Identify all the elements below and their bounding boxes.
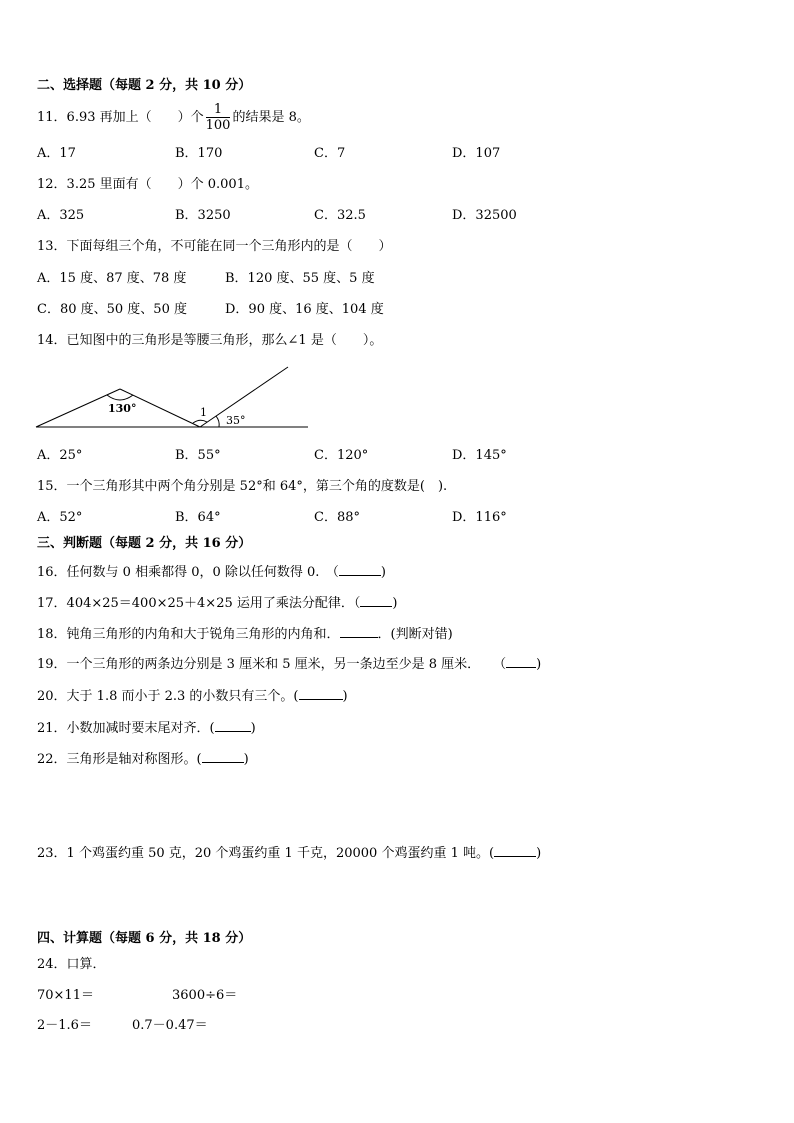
question-23: 23．1 个鸡蛋约重 50 克，20 个鸡蛋约重 1 千克，20000 个鸡蛋约重 1 吨。( ) [37,846,542,861]
question-11-prefix: 11．6.93 再加上（ ）个 [37,110,204,125]
answer-blank-19[interactable] [506,655,536,668]
q11-option-d[interactable]: D．107 [452,146,501,161]
question-11-suffix: 的结果是 8。 [232,110,310,125]
angle-35-arc [216,416,219,427]
answer-blank-23[interactable] [494,844,536,857]
q11-option-c[interactable]: C．7 [314,146,346,161]
q14-option-d[interactable]: D．145° [452,448,507,463]
fraction-1-100: $\frac{1}{100}$ [205,102,231,133]
q13-option-b[interactable]: B．120 度、55 度、5 度 [225,271,375,286]
answer-blank-18[interactable] [340,625,378,638]
q14-option-a[interactable]: A．25° [37,448,83,463]
q15-option-d[interactable]: D．116° [452,510,507,525]
calc-2[interactable]: 3600÷6＝ [172,988,238,1003]
section-3-heading: 三、判断题（每题 2 分，共 16 分） [37,536,252,551]
apex-angle-label: 130° [108,402,137,415]
question-19: 19．一个三角形的两条边分别是 3 厘米和 5 厘米，另一条边至少是 8 厘米． （ ) [37,657,542,672]
answer-blank-17[interactable] [360,594,392,607]
q12-option-b[interactable]: B．3250 [175,208,231,223]
angle-1-arc [193,420,207,423]
q13-option-c[interactable]: C．80 度、50 度、50 度 [37,302,187,317]
q13-option-a[interactable]: A．15 度、87 度、78 度 [37,271,187,286]
q15-option-c[interactable]: C．88° [314,510,360,525]
answer-blank-20[interactable] [299,687,343,700]
question-13: 13．下面每组三个角，不可能在同一个三角形内的是（ ） [37,239,392,254]
q13-option-d[interactable]: D．90 度、16 度、104 度 [225,302,384,317]
q14-option-c[interactable]: C．120° [314,448,369,463]
q15-option-b[interactable]: B．64° [175,510,221,525]
q11-option-a[interactable]: A．17 [37,146,76,161]
question-24: 24．口算． [37,957,106,972]
triangle-figure [30,360,320,435]
angle-1-label: 1 [200,406,207,419]
apex-angle-arc [107,395,133,400]
q12-option-c[interactable]: C．32.5 [314,208,366,223]
question-18: 18．钝角三角形的内角和大于锐角三角形的内角和． ．(判断对错) [37,627,453,642]
question-21: 21．小数加减时要末尾对齐．( ) [37,721,256,736]
question-14: 14．已知图中的三角形是等腰三角形，那么∠1 是（ ）。 [37,333,383,348]
answer-blank-16[interactable] [339,563,381,576]
question-15: 15．一个三角形其中两个角分别是 52°和 64°，第三个角的度数是( ). [37,479,448,494]
question-11 [37,101,310,135]
answer-blank-22[interactable] [202,750,244,763]
question-16: 16．任何数与 0 相乘都得 0，0 除以任何数得 0. （ ) [37,565,386,580]
calc-3[interactable]: 2－1.6＝ [37,1018,92,1033]
calc-4[interactable]: 0.7－0.47＝ [132,1018,208,1033]
answer-blank-21[interactable] [215,719,251,732]
section-2-heading: 二、选择题（每题 2 分，共 10 分） [37,78,252,93]
question-17: 17．404×25＝400×25＋4×25 运用了乘法分配律．（ ) [37,596,398,611]
question-20: 20．大于 1.8 而小于 2.3 的小数只有三个。( ) [37,689,348,704]
q12-option-d[interactable]: D．32500 [452,208,517,223]
calc-1[interactable]: 70×11＝ [37,988,94,1003]
q15-option-a[interactable]: A．52° [37,510,83,525]
q14-option-b[interactable]: B．55° [175,448,221,463]
question-22: 22．三角形是轴对称图形。( ) [37,752,249,767]
q11-option-b[interactable]: B．170 [175,146,223,161]
question-12: 12．3.25 里面有（ ）个 0.001。 [37,177,258,192]
angle-35-label: 35° [226,414,246,427]
q12-option-a[interactable]: A．325 [37,208,85,223]
section-4-heading: 四、计算题（每题 6 分，共 18 分） [37,931,252,946]
